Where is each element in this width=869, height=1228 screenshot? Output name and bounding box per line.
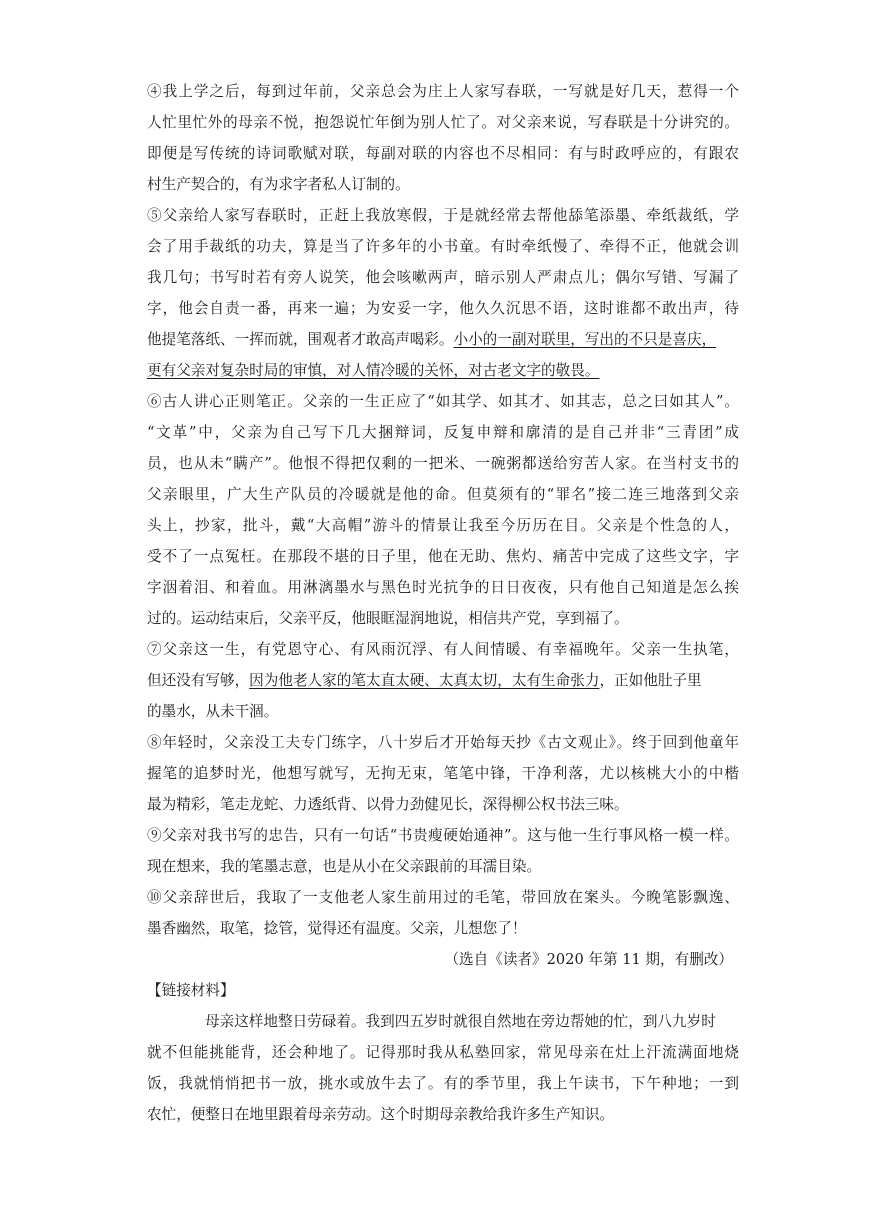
text-line: 字洇着泪、和着血。用淋漓墨水与黑色时光抗争的日日夜夜，只有他自己知道是怎么挨 bbox=[147, 579, 739, 596]
text-line: ⑦父亲这一生，有党恩守心、有风雨沉浮、有人间情暖、有幸福晚年。父亲一生执笔， bbox=[147, 641, 739, 658]
text-segment: 但还没有写够， bbox=[147, 672, 250, 689]
text-line: ⑥古人讲心正则笔正。父亲的一生正应了“如其学、如其才、如其志，总之曰如其人”。 bbox=[147, 393, 739, 410]
text-line: ⑤父亲给人家写春联时，正赶上我放寒假，于是就经常去帮他舔笔添墨、牵纸裁纸，学 bbox=[147, 207, 739, 224]
text-line: 我几句；书写时若有旁人说笑，他会咳嗽两声，暗示别人严肃点儿；偶尔写错、写漏了 bbox=[147, 269, 739, 286]
text-line bbox=[147, 355, 739, 386]
text-line: 现在想来，我的笔墨志意，也是从小在父亲跟前的耳濡目染。 bbox=[147, 858, 542, 875]
paragraph-7 bbox=[147, 634, 739, 727]
text-line: ⑩父亲辞世后，我取了一支他老人家生前用过的毛笔，带回放在案头。今晚笔影飘逸、 bbox=[147, 889, 739, 906]
text-segment: 他提笔落纸、一挥而就，围观者才敢高声喝彩。 bbox=[147, 331, 454, 348]
text-line: “文革”中，父亲为自己写下几大捆辩词，反复申辩和廓清的是自己并非“三青团”成 bbox=[147, 424, 739, 441]
text-line: ⑨父亲对我书写的忠告，只有一句话“书贵瘦硬始通神”。这与他一生行事风格一模一样。 bbox=[147, 827, 739, 844]
text-line: ⑧年轻时，父亲没工夫专门练字，八十岁后才开始每天抄《古文观止》。终于回到他童年 bbox=[147, 734, 739, 751]
underlined-sentence: 因为他老人家的笔太直太硬、太真太切，太有生命张力 bbox=[249, 672, 600, 689]
text-line: 过的。运动结束后，父亲平反，他眼眶湿润地说，相信共产党，享到福了。 bbox=[147, 610, 629, 627]
link-material-body bbox=[147, 1006, 739, 1130]
text-line: 受不了一点冤枉。在那段不堪的日子里，他在无助、焦灼、痛苦中完成了这些文字，字 bbox=[147, 548, 739, 565]
text-line: 最为精彩，笔走龙蛇、力透纸背、以骨力劲健见长，深得柳公权书法三味。 bbox=[147, 796, 629, 813]
underlined-sentence: 更有父亲对复杂时局的审慎，对人情冷暖的关怀，对古老文字的敬畏。 bbox=[147, 362, 600, 379]
text-line: 字，他会自责一番，再来一遍；为安妥一字，他久久沉思不语，这时谁都不敢出声，待 bbox=[147, 300, 739, 317]
paragraph-4 bbox=[147, 76, 739, 200]
text-line: 父亲眼里，广大生产队员的冷暖就是他的命。但莫须有的“罪名”接二连三地落到父亲 bbox=[147, 486, 739, 503]
text-line: 饭，我就悄悄把书一放，挑水或放牛去了。有的季节里，我上午读书，下午种地；一到 bbox=[147, 1075, 739, 1092]
text-line: 村生产契合的，有为求字者私人订制的。 bbox=[147, 176, 410, 193]
text-line: 的墨水，从未干涸。 bbox=[147, 703, 279, 720]
text-line: 会了用手裁纸的功夫，算是当了许多年的小书童。有时牵纸慢了、牵得不正，他就会训 bbox=[147, 238, 739, 255]
text-line: 即便是写传统的诗词歌赋对联，每副对联的内容也不尽相同：有与时政呼应的，有跟农 bbox=[147, 145, 739, 162]
text-line: 墨香幽然，取笔，捻管，觉得还有温度。父亲，儿想您了！ bbox=[147, 920, 527, 937]
text-line: 就不但能挑能背，还会种地了。记得那时我从私塾回家，常见母亲在灶上汗流满面地烧 bbox=[147, 1044, 739, 1061]
text-line bbox=[147, 665, 739, 696]
underlined-sentence: 小小的一副对联里，写出的不只是喜庆， bbox=[453, 331, 717, 348]
text-segment: ，正如他肚子里 bbox=[599, 672, 702, 689]
text-line bbox=[147, 324, 739, 355]
paragraph-9 bbox=[147, 820, 739, 882]
text-line: 农忙，便整日在地里跟着母亲劳动。这个时期母亲教给我许多生产知识。 bbox=[147, 1106, 615, 1123]
text-line: ④我上学之后，每到过年前，父亲总会为庄上人家写春联，一写就是好几天，惹得一个 bbox=[147, 83, 739, 100]
text-line: 母亲这样地整日劳碌着。我到四五岁时就很自然地在旁边帮她的忙，到八九岁时 bbox=[205, 1013, 716, 1030]
link-material-heading: 【链接材料】 bbox=[147, 982, 235, 999]
article-body bbox=[147, 76, 739, 1130]
text-line: 人忙里忙外的母亲不悦，抱怨说忙年倒为别人忙了。对父亲来说，写春联是十分讲究的。 bbox=[147, 114, 739, 131]
paragraph-8 bbox=[147, 727, 739, 820]
paragraph-10 bbox=[147, 882, 739, 944]
text-line: 员，也从未“瞒产”。他恨不得把仅剩的一把米、一碗粥都送给穷苦人家。在当村支书的 bbox=[147, 455, 739, 472]
text-line: 握笔的追梦时光，他想写就写，无拘无束，笔笔中锋，干净利落，尤以核桃大小的中楷 bbox=[147, 765, 739, 782]
paragraph-6 bbox=[147, 386, 739, 634]
source-citation: （选自《读者》2020 年第 11 期，有删改） bbox=[444, 951, 733, 968]
paragraph-5 bbox=[147, 200, 739, 386]
text-line: 头上，抄家，批斗，戴“大高帽”游斗的情景让我至今历历在目。父亲是个性急的人， bbox=[147, 517, 739, 534]
